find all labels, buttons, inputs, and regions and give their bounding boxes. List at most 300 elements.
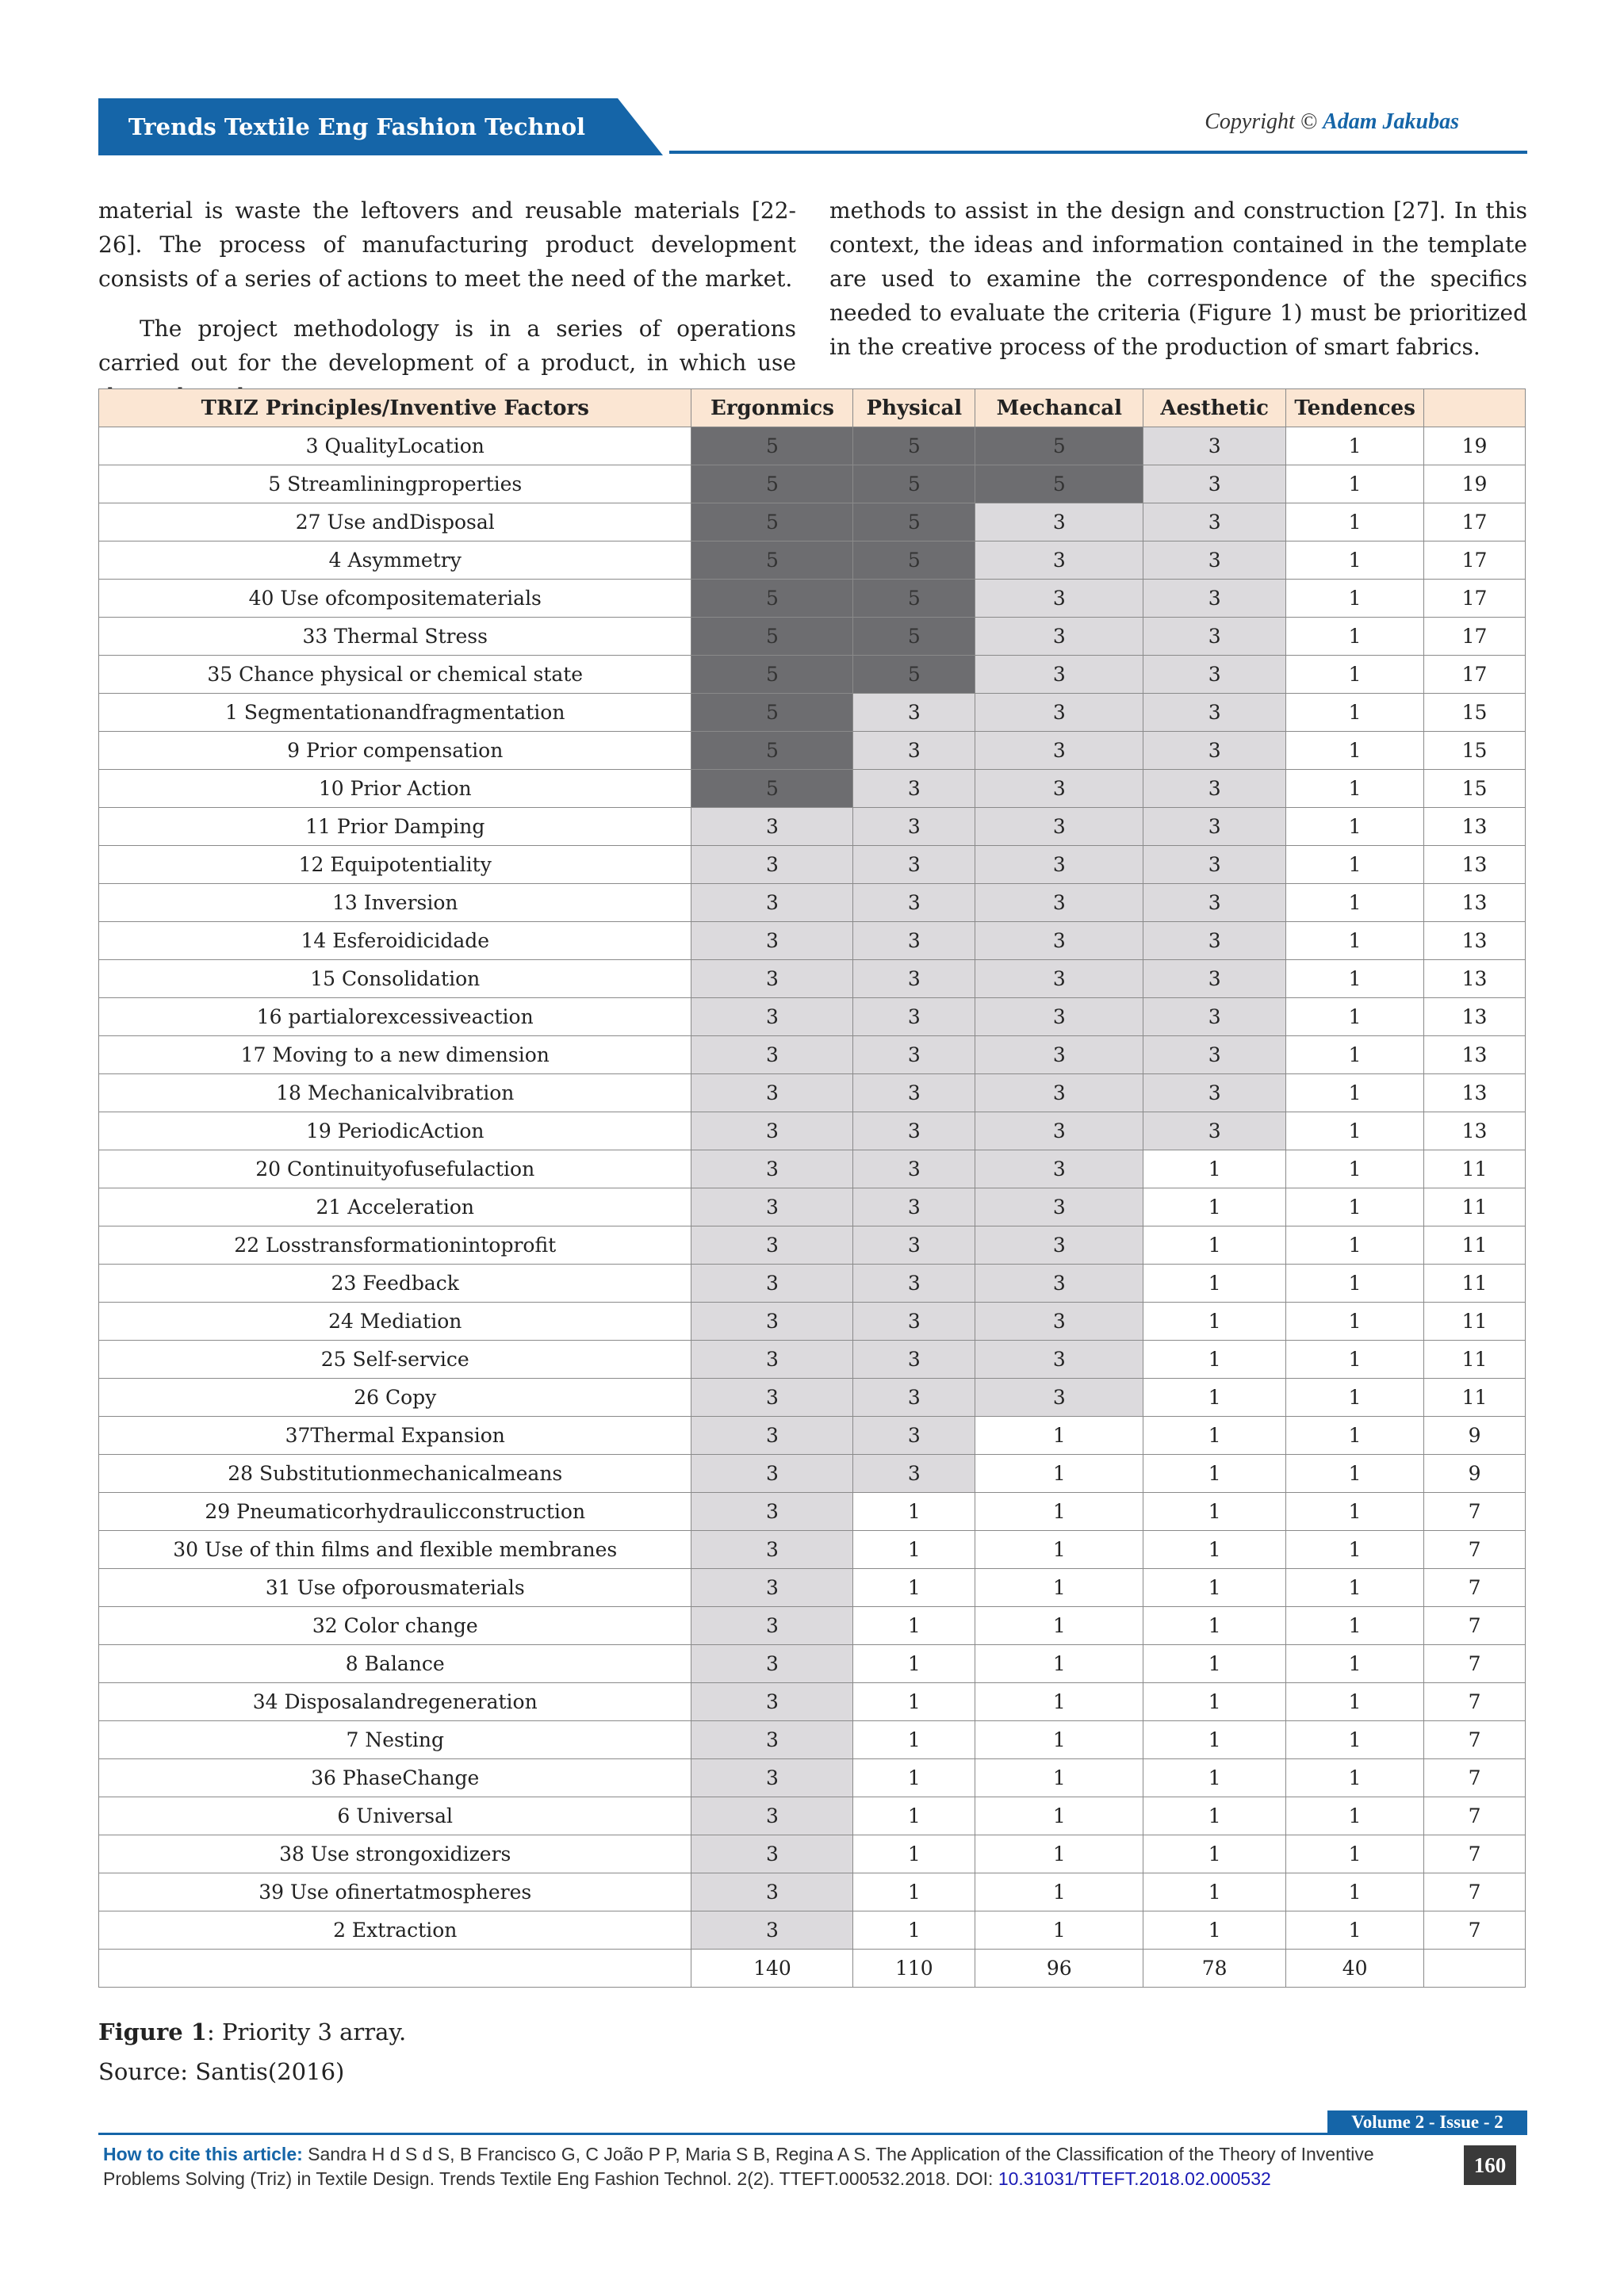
score-cell: 1 (1143, 1531, 1286, 1569)
principle-cell: 38 Use strongoxidizers (99, 1835, 691, 1873)
score-cell: 3 (853, 1188, 975, 1226)
score-cell: 5 (975, 465, 1143, 503)
sum-cell: 15 (1424, 694, 1526, 732)
sum-cell: 7 (1424, 1645, 1526, 1683)
table-row (99, 541, 1526, 580)
author-name: Adam Jakubas (1323, 109, 1459, 134)
table-row (99, 770, 1526, 808)
paragraph: methods to assist in the design and construction [27]. In this context, the ideas and information contained in the template are used to examine the correspondence of the specifics needed to evaluate the criteria (Figure 1) must be prioritized in the creative process of the production of smart fabrics. (829, 197, 1527, 360)
score-cell: 1 (1286, 884, 1424, 922)
score-cell: 3 (1143, 427, 1286, 465)
principle-cell: 4 Asymmetry (99, 541, 691, 580)
score-cell: 1 (1143, 1417, 1286, 1455)
score-cell: 1 (1143, 1873, 1286, 1911)
score-cell: 1 (1286, 1112, 1424, 1150)
score-cell: 3 (853, 1226, 975, 1265)
sum-cell: 15 (1424, 732, 1526, 770)
table-row (99, 1911, 1526, 1950)
principle-cell: 8 Balance (99, 1645, 691, 1683)
sum-cell: 13 (1424, 808, 1526, 846)
sum-cell: 9 (1424, 1417, 1526, 1455)
sum-cell: 19 (1424, 465, 1526, 503)
score-cell: 3 (691, 1036, 853, 1074)
sum-cell: 17 (1424, 541, 1526, 580)
score-cell: 3 (691, 1759, 853, 1797)
table-row (99, 1797, 1526, 1835)
table-row (99, 1226, 1526, 1265)
score-cell: 3 (691, 1265, 853, 1303)
score-cell: 3 (975, 1303, 1143, 1341)
sum-cell: 17 (1424, 618, 1526, 656)
principle-cell: 7 Nesting (99, 1721, 691, 1759)
score-cell: 5 (691, 580, 853, 618)
score-cell: 3 (853, 1455, 975, 1493)
principle-cell: 5 Streamliningproperties (99, 465, 691, 503)
column-header (1424, 389, 1526, 427)
principle-cell: 9 Prior compensation (99, 732, 691, 770)
score-cell: 5 (853, 656, 975, 694)
score-cell: 3 (975, 1150, 1143, 1188)
table-row (99, 1759, 1526, 1797)
score-cell: 1 (853, 1645, 975, 1683)
score-cell: 3 (691, 1379, 853, 1417)
score-cell: 1 (975, 1721, 1143, 1759)
score-cell: 1 (1143, 1150, 1286, 1188)
table-row (99, 465, 1526, 503)
score-cell: 3 (691, 1683, 853, 1721)
copyright-notice (1205, 109, 1459, 135)
score-cell: 1 (1286, 1797, 1424, 1835)
score-cell: 1 (1286, 732, 1424, 770)
score-cell: 5 (691, 694, 853, 732)
principle-cell: 20 Continuityofusefulaction (99, 1150, 691, 1188)
sum-cell: 17 (1424, 656, 1526, 694)
score-cell: 1 (975, 1493, 1143, 1531)
score-cell: 1 (975, 1569, 1143, 1607)
right-column (829, 193, 1527, 380)
score-cell: 1 (1286, 580, 1424, 618)
principle-cell: 1 Segmentationandfragmentation (99, 694, 691, 732)
table-row (99, 884, 1526, 922)
column-header: Tendences (1286, 389, 1424, 427)
sum-cell: 13 (1424, 960, 1526, 998)
table-row (99, 1188, 1526, 1226)
score-cell: 3 (691, 1341, 853, 1379)
sum-cell: 7 (1424, 1607, 1526, 1645)
score-cell: 1 (1143, 1645, 1286, 1683)
score-cell: 78 (1143, 1950, 1286, 1988)
table-row (99, 1265, 1526, 1303)
principle-cell: 14 Esferoidicidade (99, 922, 691, 960)
score-cell: 3 (691, 1569, 853, 1607)
score-cell: 1 (1143, 1911, 1286, 1950)
figure-label: Figure 1 (98, 2019, 207, 2045)
sum-cell: 11 (1424, 1265, 1526, 1303)
table-row (99, 1417, 1526, 1455)
score-cell: 3 (853, 922, 975, 960)
score-cell: 3 (1143, 884, 1286, 922)
paragraph: material is waste the leftovers and reusable materials [22-26]. The process of manufacturing product development consists of a series of actions to meet the need of the market. (98, 197, 796, 292)
score-cell: 1 (1286, 1036, 1424, 1074)
score-cell: 3 (691, 922, 853, 960)
score-cell: 3 (975, 884, 1143, 922)
score-cell: 1 (853, 1873, 975, 1911)
table-row (99, 656, 1526, 694)
score-cell: 1 (1143, 1455, 1286, 1493)
score-cell: 3 (853, 960, 975, 998)
table-row (99, 960, 1526, 998)
principle-cell: 26 Copy (99, 1379, 691, 1417)
score-cell: 3 (975, 998, 1143, 1036)
score-cell: 3 (1143, 770, 1286, 808)
score-cell: 1 (1143, 1721, 1286, 1759)
figure-source: Source: Santis(2016) (98, 2058, 345, 2085)
principle-cell: 36 PhaseChange (99, 1759, 691, 1797)
score-cell: 3 (975, 1341, 1143, 1379)
table-row (99, 732, 1526, 770)
score-cell: 3 (691, 884, 853, 922)
table-row (99, 998, 1526, 1036)
sum-cell: 7 (1424, 1683, 1526, 1721)
score-cell: 3 (691, 1797, 853, 1835)
sum-cell: 7 (1424, 1911, 1526, 1950)
score-cell: 40 (1286, 1950, 1424, 1988)
score-cell: 3 (1143, 998, 1286, 1036)
score-cell: 1 (1286, 503, 1424, 541)
principle-cell: 22 Losstransformationintoprofit (99, 1226, 691, 1265)
score-cell: 1 (1286, 1265, 1424, 1303)
score-cell: 1 (975, 1873, 1143, 1911)
issue-badge: Volume 2 - Issue - 2 (1327, 2110, 1527, 2134)
score-cell: 3 (1143, 694, 1286, 732)
score-cell: 1 (975, 1417, 1143, 1455)
score-cell: 1 (1143, 1226, 1286, 1265)
score-cell: 3 (691, 1417, 853, 1455)
principle-cell: 12 Equipotentiality (99, 846, 691, 884)
score-cell: 3 (853, 998, 975, 1036)
principle-cell: 18 Mechanicalvibration (99, 1074, 691, 1112)
score-cell: 1 (1143, 1265, 1286, 1303)
score-cell: 1 (1286, 1493, 1424, 1531)
score-cell: 1 (853, 1797, 975, 1835)
sum-cell: 7 (1424, 1873, 1526, 1911)
sum-cell: 17 (1424, 503, 1526, 541)
score-cell: 1 (853, 1759, 975, 1797)
score-cell: 1 (1143, 1379, 1286, 1417)
score-cell: 1 (975, 1911, 1143, 1950)
score-cell: 1 (1143, 1835, 1286, 1873)
column-header: TRIZ Principles/Inventive Factors (99, 389, 691, 427)
table-row (99, 1341, 1526, 1379)
principle-cell: 2 Extraction (99, 1911, 691, 1950)
totals-row (99, 1950, 1526, 1988)
score-cell: 3 (691, 1721, 853, 1759)
score-cell: 1 (1286, 998, 1424, 1036)
score-cell: 1 (1286, 922, 1424, 960)
score-cell: 3 (1143, 846, 1286, 884)
score-cell: 3 (1143, 960, 1286, 998)
score-cell: 3 (853, 694, 975, 732)
score-cell: 3 (975, 1188, 1143, 1226)
sum-cell: 7 (1424, 1797, 1526, 1835)
score-cell: 1 (853, 1835, 975, 1873)
priority-table (98, 388, 1526, 1988)
citation-text: Sandra H d S d S, B Francisco G, C João P P, Maria S B, Regina A S. The Application of the Classification of the Theory of Inventive Problems Solving (Triz) in Textile Design. Trends Textile Eng Fashion Technol. 2(2). TTEFT.000532.2018. DOI: (103, 2144, 1374, 2189)
score-cell: 3 (1143, 732, 1286, 770)
table-row (99, 580, 1526, 618)
score-cell: 3 (853, 1303, 975, 1341)
table-row (99, 1873, 1526, 1911)
score-cell: 1 (1286, 1303, 1424, 1341)
score-cell: 3 (975, 922, 1143, 960)
principle-cell: 33 Thermal Stress (99, 618, 691, 656)
sum-cell: 11 (1424, 1341, 1526, 1379)
score-cell: 1 (1286, 656, 1424, 694)
score-cell: 1 (1286, 1873, 1424, 1911)
sum-cell: 13 (1424, 1112, 1526, 1150)
sum-cell: 11 (1424, 1188, 1526, 1226)
table-row (99, 1303, 1526, 1341)
score-cell: 3 (975, 1112, 1143, 1150)
score-cell: 1 (1143, 1303, 1286, 1341)
sum-cell: 7 (1424, 1493, 1526, 1531)
score-cell: 1 (1286, 694, 1424, 732)
doi-link[interactable]: 10.31031/TTEFT.2018.02.000532 (998, 2168, 1271, 2189)
score-cell: 3 (691, 1493, 853, 1531)
score-cell: 3 (975, 732, 1143, 770)
principle-cell: 16 partialorexcessiveaction (99, 998, 691, 1036)
copyright-prefix: Copyright © (1205, 109, 1318, 134)
score-cell: 3 (853, 732, 975, 770)
score-cell: 96 (975, 1950, 1143, 1988)
table-row (99, 427, 1526, 465)
score-cell: 1 (1286, 1455, 1424, 1493)
table-row (99, 1531, 1526, 1569)
score-cell: 3 (691, 1226, 853, 1265)
score-cell: 1 (1286, 541, 1424, 580)
score-cell: 1 (853, 1911, 975, 1950)
score-cell: 1 (1286, 1911, 1424, 1950)
score-cell: 1 (1286, 1683, 1424, 1721)
figure-caption-text: : Priority 3 array. (206, 2019, 407, 2045)
table-row (99, 1835, 1526, 1873)
score-cell: 1 (853, 1531, 975, 1569)
score-cell: 3 (1143, 808, 1286, 846)
score-cell: 1 (1286, 1607, 1424, 1645)
score-cell: 1 (853, 1721, 975, 1759)
score-cell: 3 (975, 694, 1143, 732)
column-header: Aesthetic (1143, 389, 1286, 427)
figure-caption (98, 2019, 406, 2045)
sum-cell: 7 (1424, 1721, 1526, 1759)
table-body (99, 427, 1526, 1988)
score-cell: 1 (1286, 1379, 1424, 1417)
table-row (99, 1455, 1526, 1493)
score-cell: 1 (1286, 1721, 1424, 1759)
principle-cell: 37Thermal Expansion (99, 1417, 691, 1455)
score-cell: 3 (1143, 618, 1286, 656)
score-cell: 3 (691, 960, 853, 998)
column-header: Ergonmics (691, 389, 853, 427)
header-rule (669, 151, 1527, 154)
score-cell: 140 (691, 1950, 853, 1988)
principle-cell: 15 Consolidation (99, 960, 691, 998)
score-cell: 3 (853, 1417, 975, 1455)
score-cell: 3 (1143, 580, 1286, 618)
score-cell: 1 (975, 1455, 1143, 1493)
score-cell: 3 (691, 808, 853, 846)
score-cell: 1 (853, 1493, 975, 1531)
score-cell: 5 (691, 541, 853, 580)
score-cell: 3 (975, 580, 1143, 618)
score-cell: 1 (1286, 1150, 1424, 1188)
score-cell: 1 (1286, 1759, 1424, 1797)
score-cell: 3 (853, 846, 975, 884)
sum-cell: 9 (1424, 1455, 1526, 1493)
footer-rule (98, 2133, 1527, 2135)
principle-cell (99, 1950, 691, 1988)
score-cell: 3 (975, 808, 1143, 846)
sum-cell: 7 (1424, 1531, 1526, 1569)
table-row (99, 1683, 1526, 1721)
principle-cell: 34 Disposalandregeneration (99, 1683, 691, 1721)
score-cell: 1 (1143, 1341, 1286, 1379)
score-cell: 1 (1286, 1569, 1424, 1607)
score-cell: 5 (691, 656, 853, 694)
sum-cell: 11 (1424, 1150, 1526, 1188)
score-cell: 5 (853, 580, 975, 618)
score-cell: 3 (975, 541, 1143, 580)
page-number: 160 (1464, 2145, 1516, 2185)
score-cell: 3 (975, 618, 1143, 656)
score-cell: 3 (853, 884, 975, 922)
score-cell: 1 (1286, 1835, 1424, 1873)
score-cell: 3 (1143, 1036, 1286, 1074)
table-row (99, 1645, 1526, 1683)
score-cell: 3 (691, 1835, 853, 1873)
score-cell: 3 (691, 1150, 853, 1188)
score-cell: 3 (691, 1112, 853, 1150)
sum-cell: 7 (1424, 1835, 1526, 1873)
score-cell: 3 (975, 503, 1143, 541)
score-cell: 1 (853, 1683, 975, 1721)
score-cell: 3 (691, 1873, 853, 1911)
score-cell: 3 (1143, 656, 1286, 694)
principle-cell: 27 Use andDisposal (99, 503, 691, 541)
score-cell: 1 (975, 1797, 1143, 1835)
score-cell: 3 (853, 770, 975, 808)
table-row (99, 1607, 1526, 1645)
score-cell: 1 (975, 1607, 1143, 1645)
table-row (99, 808, 1526, 846)
score-cell: 1 (1286, 1417, 1424, 1455)
principle-cell: 6 Universal (99, 1797, 691, 1835)
score-cell: 3 (1143, 1074, 1286, 1112)
score-cell: 1 (1286, 1226, 1424, 1265)
score-cell: 3 (691, 1645, 853, 1683)
sum-cell: 7 (1424, 1759, 1526, 1797)
score-cell: 3 (853, 1265, 975, 1303)
table-row (99, 846, 1526, 884)
score-cell: 3 (853, 1150, 975, 1188)
score-cell: 1 (975, 1683, 1143, 1721)
principle-cell: 29 Pneumaticorhydraulicconstruction (99, 1493, 691, 1531)
score-cell: 1 (1286, 960, 1424, 998)
score-cell: 1 (975, 1645, 1143, 1683)
table-row (99, 1569, 1526, 1607)
citation (103, 2142, 1435, 2191)
principle-cell: 19 PeriodicAction (99, 1112, 691, 1150)
sum-cell: 13 (1424, 1074, 1526, 1112)
score-cell: 1 (975, 1531, 1143, 1569)
sum-cell: 13 (1424, 846, 1526, 884)
score-cell: 1 (1143, 1607, 1286, 1645)
score-cell: 3 (1143, 465, 1286, 503)
score-cell: 1 (1286, 1341, 1424, 1379)
score-cell: 3 (975, 960, 1143, 998)
score-cell: 1 (1286, 1074, 1424, 1112)
table-row (99, 694, 1526, 732)
table-row (99, 1379, 1526, 1417)
principle-cell: 13 Inversion (99, 884, 691, 922)
score-cell: 3 (975, 1074, 1143, 1112)
score-cell: 3 (975, 656, 1143, 694)
table-row (99, 1036, 1526, 1074)
score-cell: 3 (1143, 503, 1286, 541)
principle-cell: 35 Chance physical or chemical state (99, 656, 691, 694)
sum-cell: 7 (1424, 1569, 1526, 1607)
score-cell: 3 (853, 1379, 975, 1417)
principle-cell: 21 Acceleration (99, 1188, 691, 1226)
principle-cell: 17 Moving to a new dimension (99, 1036, 691, 1074)
score-cell: 3 (975, 1226, 1143, 1265)
journal-title: Trends Textile Eng Fashion Technol (128, 113, 586, 140)
table-row (99, 503, 1526, 541)
sum-cell: 13 (1424, 922, 1526, 960)
score-cell: 1 (1143, 1493, 1286, 1531)
score-cell: 3 (691, 1303, 853, 1341)
table-row (99, 922, 1526, 960)
score-cell: 5 (975, 427, 1143, 465)
score-cell: 1 (1143, 1569, 1286, 1607)
score-cell: 3 (975, 770, 1143, 808)
score-cell: 1 (853, 1569, 975, 1607)
score-cell: 3 (853, 808, 975, 846)
principle-cell: 3 QualityLocation (99, 427, 691, 465)
score-cell: 5 (691, 465, 853, 503)
principle-cell: 11 Prior Damping (99, 808, 691, 846)
score-cell: 3 (975, 846, 1143, 884)
score-cell: 5 (853, 618, 975, 656)
principle-cell: 10 Prior Action (99, 770, 691, 808)
principle-cell: 23 Feedback (99, 1265, 691, 1303)
score-cell: 1 (1286, 427, 1424, 465)
sum-cell: 17 (1424, 580, 1526, 618)
score-cell: 5 (691, 770, 853, 808)
score-cell: 3 (691, 1531, 853, 1569)
score-cell: 3 (691, 1074, 853, 1112)
paragraph: The project methodology is in a series of operations carried out for the development of a product, in which use (98, 316, 796, 376)
score-cell: 1 (1143, 1797, 1286, 1835)
score-cell: 3 (975, 1379, 1143, 1417)
score-cell: 3 (853, 1036, 975, 1074)
score-cell: 3 (691, 998, 853, 1036)
score-cell: 1 (1286, 1188, 1424, 1226)
score-cell: 3 (1143, 541, 1286, 580)
score-cell: 3 (1143, 1112, 1286, 1150)
sum-cell: 11 (1424, 1226, 1526, 1265)
score-cell: 1 (975, 1835, 1143, 1873)
